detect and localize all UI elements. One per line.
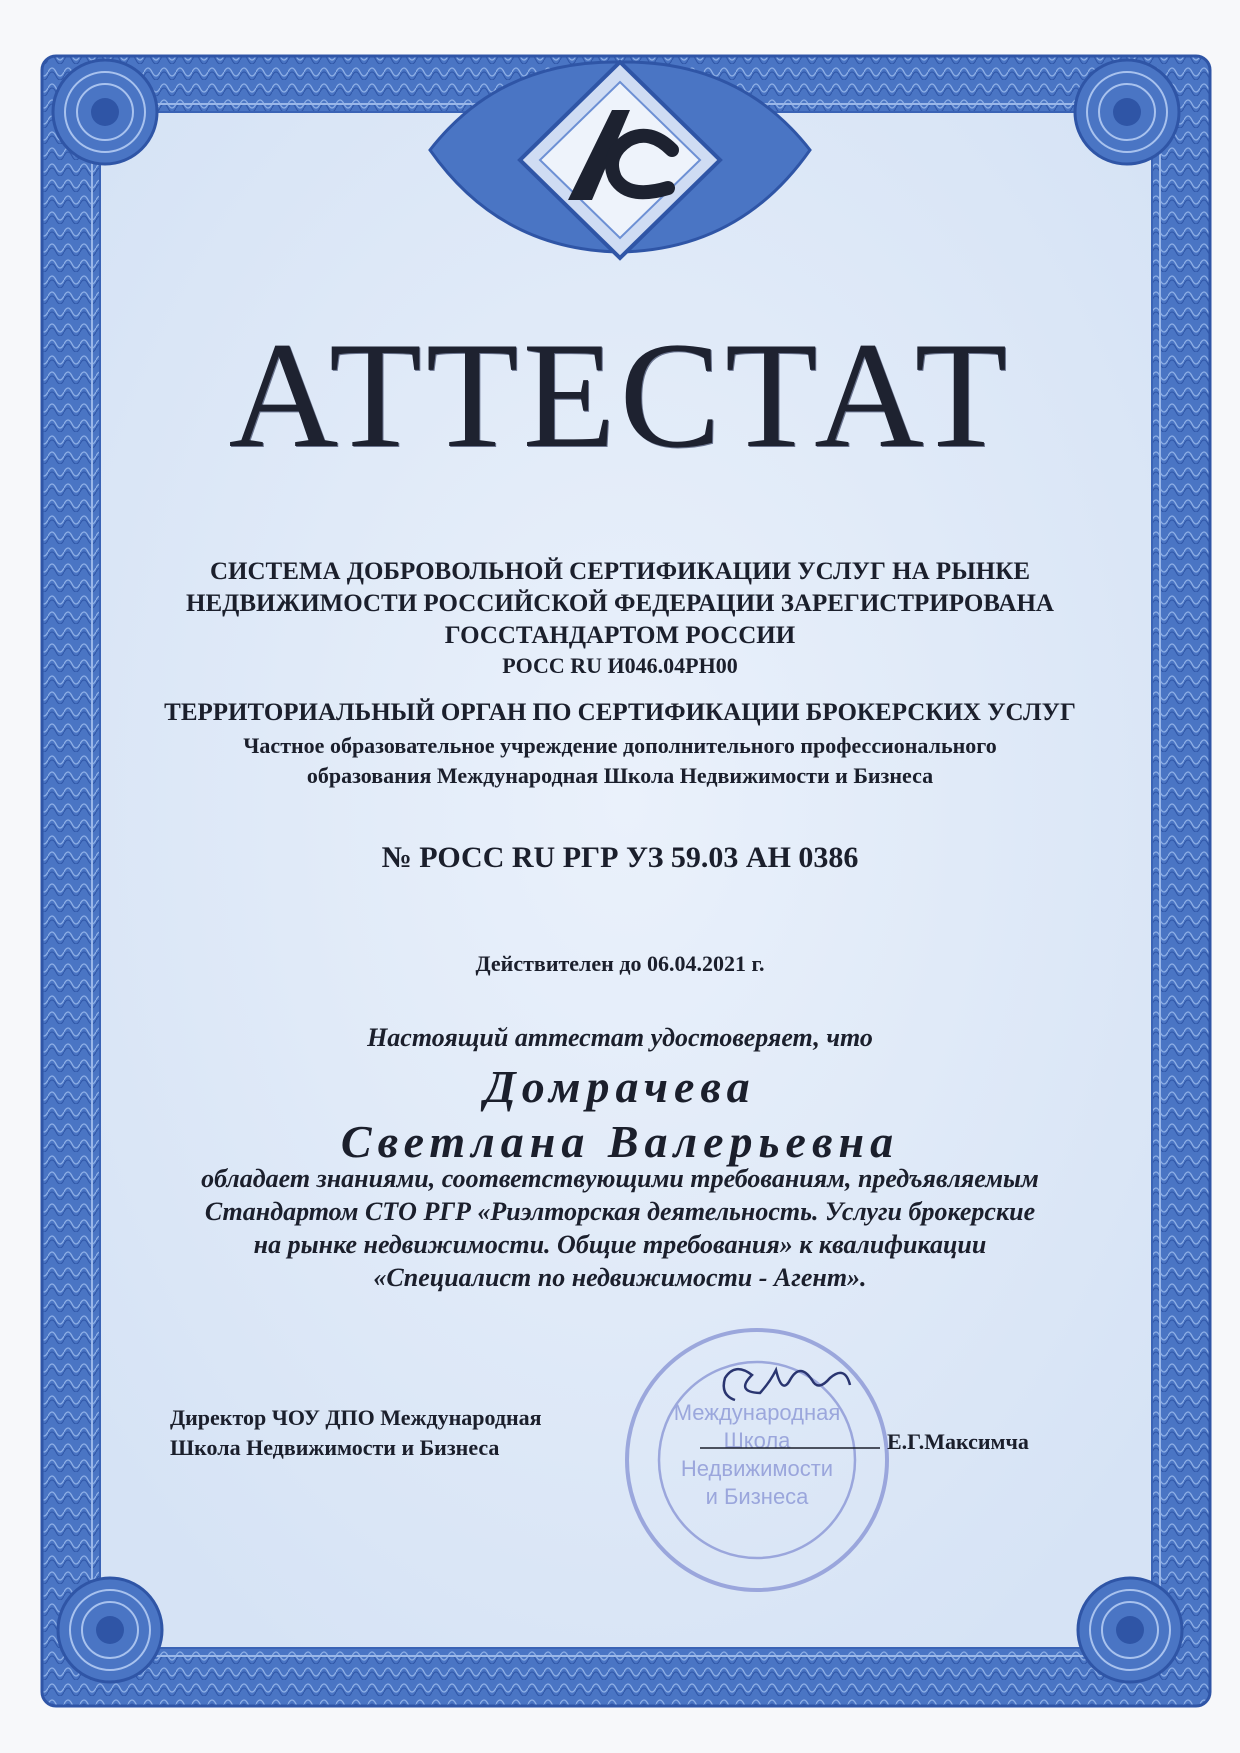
director-title-line-2: Школа Недвижимости и Бизнеса <box>170 1435 500 1460</box>
director-title-line-1: Директор ЧОУ ДПО Международная <box>170 1405 542 1430</box>
organ-line-1: ТЕРРИТОРИАЛЬНЫЙ ОРГАН ПО СЕРТИФИКАЦИИ БРОКЕРСКИХ УСЛУГ <box>164 699 1076 726</box>
title: АТТЕСТАТ <box>228 311 1012 479</box>
body-line-3: на рынке недвижимости. Общие требования» к квалификации <box>253 1230 987 1259</box>
body-line-2: Стандартом СТО РГР «Риэлторская деятельность. Услуги брокерские <box>204 1197 1036 1226</box>
certificate-number: № РОСС RU РГР УЗ 59.03 АН 0386 <box>381 841 859 874</box>
organ-line-3: образования Международная Школа Недвижимости и Бизнеса <box>306 763 934 788</box>
valid-until: Действителен до 06.04.2021 г. <box>475 951 765 976</box>
corner-rosette-bottom-right <box>1078 1578 1182 1682</box>
system-line-2: НЕДВИЖИМОСТИ РОССИЙСКОЙ ФЕДЕРАЦИИ ЗАРЕГИСТРИРОВАНА <box>186 590 1054 617</box>
director-name: Е.Г.Максимча <box>887 1429 1029 1454</box>
system-registration-code: РОСС RU И046.04РН00 <box>502 653 738 678</box>
corner-rosette-top-right <box>1075 60 1179 164</box>
organ-line-2: Частное образовательное учреждение дополнительного профессионального <box>243 733 997 758</box>
body-line-4: «Специалист по недвижимости - Агент». <box>373 1263 867 1292</box>
certifies-text: Настоящий аттестат удостоверяет, что <box>367 1023 873 1052</box>
stamp-line-2: Школа <box>723 1428 791 1453</box>
holder-surname: Домрачева <box>484 1061 756 1112</box>
system-line-3: ГОССТАНДАРТОМ РОССИИ <box>444 622 796 649</box>
stamp-line-4: и Бизнеса <box>705 1484 809 1509</box>
stamp-line-3: Недвижимости <box>680 1456 834 1481</box>
body-line-1: обладает знаниями, соответствующими требованиям, предъявляемым <box>201 1164 1039 1193</box>
corner-rosette-top-left <box>53 60 157 164</box>
corner-rosette-bottom-left <box>58 1578 162 1682</box>
system-line-1: СИСТЕМА ДОБРОВОЛЬНОЙ СЕРТИФИКАЦИИ УСЛУГ НА РЫНКЕ <box>209 558 1030 585</box>
stamp-line-1: Международная <box>673 1400 841 1425</box>
holder-given-name: Светлана Валерьевна <box>340 1116 900 1167</box>
